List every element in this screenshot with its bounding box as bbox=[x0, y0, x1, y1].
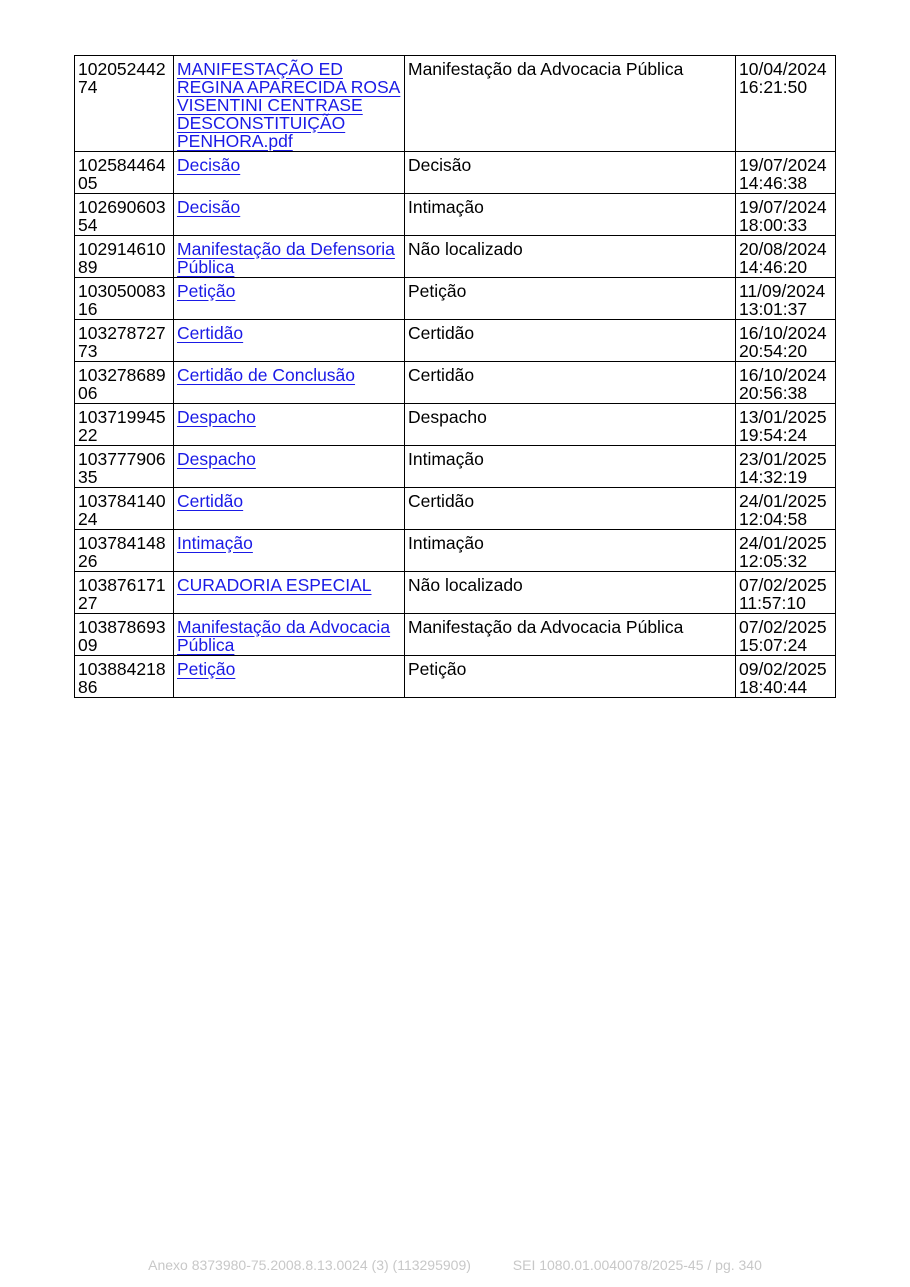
document-name-cell bbox=[174, 656, 405, 698]
footer-annex-reference: Anexo 8373980-75.2008.8.13.0024 (3) (113295909) bbox=[148, 1257, 471, 1273]
document-datetime: 07/02/2025 15:07:24 bbox=[739, 617, 827, 655]
document-type: Certidão bbox=[408, 365, 475, 385]
document-type-cell bbox=[405, 446, 736, 488]
document-date-cell bbox=[736, 320, 836, 362]
document-date-cell bbox=[736, 362, 836, 404]
table-row bbox=[75, 152, 836, 194]
document-link[interactable]: MANIFESTAÇÃO ED REGINA APARECIDA ROSA VISENTINI CENTRASE DESCONSTITUIÇÃO PENHORA.pdf bbox=[177, 59, 401, 151]
table-row bbox=[75, 572, 836, 614]
document-type-cell bbox=[405, 194, 736, 236]
document-id-cell bbox=[75, 656, 174, 698]
document-id: 10377790635 bbox=[78, 449, 166, 487]
document-name-cell bbox=[174, 530, 405, 572]
document-link[interactable]: CURADORIA ESPECIAL bbox=[177, 575, 372, 595]
document-id: 10205244274 bbox=[78, 59, 166, 97]
document-datetime: 20/08/2024 14:46:20 bbox=[739, 239, 827, 277]
document-type: Certidão bbox=[408, 491, 475, 511]
document-name-cell bbox=[174, 488, 405, 530]
table-row bbox=[75, 404, 836, 446]
document-id-cell bbox=[75, 446, 174, 488]
document-link[interactable]: Despacho bbox=[177, 449, 256, 469]
document-date-cell bbox=[736, 404, 836, 446]
document-type-cell bbox=[405, 488, 736, 530]
document-datetime: 24/01/2025 12:05:32 bbox=[739, 533, 827, 571]
document-date-cell bbox=[736, 530, 836, 572]
document-datetime: 13/01/2025 19:54:24 bbox=[739, 407, 827, 445]
document-id-cell bbox=[75, 278, 174, 320]
document-type: Intimação bbox=[408, 533, 484, 553]
document-type: Decisão bbox=[408, 155, 472, 175]
document-id-cell bbox=[75, 614, 174, 656]
document-link[interactable]: Petição bbox=[177, 659, 236, 679]
document-id: 10371994522 bbox=[78, 407, 166, 445]
document-type-cell bbox=[405, 530, 736, 572]
document-datetime: 19/07/2024 18:00:33 bbox=[739, 197, 827, 235]
table-row bbox=[75, 56, 836, 152]
document-type: Intimação bbox=[408, 197, 484, 217]
document-id-cell bbox=[75, 56, 174, 152]
document-name-cell bbox=[174, 446, 405, 488]
document-link[interactable]: Certidão bbox=[177, 323, 244, 343]
document-id-cell bbox=[75, 362, 174, 404]
document-datetime: 24/01/2025 12:04:58 bbox=[739, 491, 827, 529]
document-link[interactable]: Certidão bbox=[177, 491, 244, 511]
document-link[interactable]: Certidão de Conclusão bbox=[177, 365, 356, 385]
document-type: Manifestação da Advocacia Pública bbox=[408, 59, 684, 79]
document-id: 10387617127 bbox=[78, 575, 166, 613]
table-row bbox=[75, 446, 836, 488]
documents-table-body bbox=[75, 56, 836, 698]
document-date-cell bbox=[736, 194, 836, 236]
document-id: 10269060354 bbox=[78, 197, 166, 235]
table-row bbox=[75, 320, 836, 362]
document-id-cell bbox=[75, 530, 174, 572]
document-datetime: 11/09/2024 13:01:37 bbox=[739, 281, 826, 319]
table-row bbox=[75, 488, 836, 530]
document-date-cell bbox=[736, 614, 836, 656]
document-id-cell bbox=[75, 404, 174, 446]
document-type-cell bbox=[405, 56, 736, 152]
footer-sei-page-reference: SEI 1080.01.0040078/2025-45 / pg. 340 bbox=[512, 1257, 762, 1273]
page-footer bbox=[0, 1257, 910, 1273]
document-id-cell bbox=[75, 152, 174, 194]
document-id-cell bbox=[75, 320, 174, 362]
document-date-cell bbox=[736, 656, 836, 698]
document-id: 10258446405 bbox=[78, 155, 166, 193]
document-type-cell bbox=[405, 656, 736, 698]
document-type: Certidão bbox=[408, 323, 475, 343]
document-id: 10378414024 bbox=[78, 491, 166, 529]
document-type-cell bbox=[405, 152, 736, 194]
document-link[interactable]: Manifestação da Defensoria Pública bbox=[177, 239, 395, 277]
document-type: Intimação bbox=[408, 449, 484, 469]
document-name-cell bbox=[174, 278, 405, 320]
document-type: Manifestação da Advocacia Pública bbox=[408, 617, 684, 637]
document-date-cell bbox=[736, 446, 836, 488]
document-datetime: 16/10/2024 20:54:20 bbox=[739, 323, 827, 361]
document-type-cell bbox=[405, 572, 736, 614]
document-date-cell bbox=[736, 488, 836, 530]
document-id-cell bbox=[75, 488, 174, 530]
document-name-cell bbox=[174, 56, 405, 152]
document-datetime: 07/02/2025 11:57:10 bbox=[739, 575, 827, 613]
document-link[interactable]: Manifestação da Advocacia Pública bbox=[177, 617, 391, 655]
document-id: 10388421886 bbox=[78, 659, 166, 697]
table-row bbox=[75, 614, 836, 656]
document-type-cell bbox=[405, 320, 736, 362]
document-link[interactable]: Decisão bbox=[177, 155, 241, 175]
document-date-cell bbox=[736, 572, 836, 614]
document-link[interactable]: Decisão bbox=[177, 197, 241, 217]
document-id: 10291461089 bbox=[78, 239, 166, 277]
document-name-cell bbox=[174, 362, 405, 404]
document-id-cell bbox=[75, 236, 174, 278]
document-id-cell bbox=[75, 194, 174, 236]
document-datetime: 16/10/2024 20:56:38 bbox=[739, 365, 827, 403]
document-type: Não localizado bbox=[408, 575, 523, 595]
document-id: 10305008316 bbox=[78, 281, 166, 319]
document-id-cell bbox=[75, 572, 174, 614]
document-type: Não localizado bbox=[408, 239, 523, 259]
document-id: 10378414826 bbox=[78, 533, 166, 571]
document-type: Petição bbox=[408, 281, 467, 301]
document-type-cell bbox=[405, 278, 736, 320]
table-row bbox=[75, 236, 836, 278]
documents-table bbox=[74, 55, 836, 698]
document-id: 10327868906 bbox=[78, 365, 166, 403]
document-type-cell bbox=[405, 404, 736, 446]
document-name-cell bbox=[174, 614, 405, 656]
table-row bbox=[75, 278, 836, 320]
document-date-cell bbox=[736, 236, 836, 278]
table-row bbox=[75, 362, 836, 404]
document-id: 10327872773 bbox=[78, 323, 166, 361]
document-name-cell bbox=[174, 572, 405, 614]
document-type: Despacho bbox=[408, 407, 487, 427]
document-name-cell bbox=[174, 320, 405, 362]
table-row bbox=[75, 530, 836, 572]
document-name-cell bbox=[174, 404, 405, 446]
document-name-cell bbox=[174, 152, 405, 194]
document-datetime: 09/02/2025 18:40:44 bbox=[739, 659, 827, 697]
document-datetime: 10/04/2024 16:21:50 bbox=[739, 59, 827, 97]
document-link[interactable]: Despacho bbox=[177, 407, 256, 427]
document-type: Petição bbox=[408, 659, 467, 679]
document-name-cell bbox=[174, 236, 405, 278]
document-datetime: 19/07/2024 14:46:38 bbox=[739, 155, 827, 193]
document-datetime: 23/01/2025 14:32:19 bbox=[739, 449, 827, 487]
table-row bbox=[75, 194, 836, 236]
document-date-cell bbox=[736, 56, 836, 152]
document-id: 10387869309 bbox=[78, 617, 166, 655]
table-row bbox=[75, 656, 836, 698]
document-date-cell bbox=[736, 278, 836, 320]
document-type-cell bbox=[405, 614, 736, 656]
document-link[interactable]: Intimação bbox=[177, 533, 253, 553]
document-type-cell bbox=[405, 362, 736, 404]
document-name-cell bbox=[174, 194, 405, 236]
document-link[interactable]: Petição bbox=[177, 281, 236, 301]
document-date-cell bbox=[736, 152, 836, 194]
document-type-cell bbox=[405, 236, 736, 278]
